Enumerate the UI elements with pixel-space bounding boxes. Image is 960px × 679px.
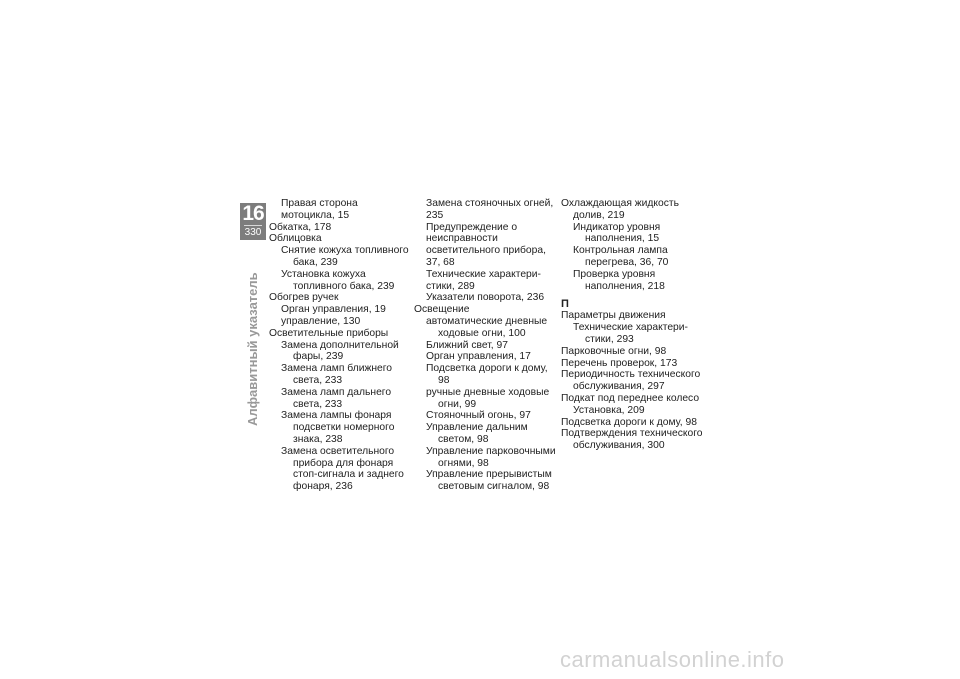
index-subentry: Замена дополнительной фары, 239 [281,339,399,363]
watermark: carmanualsonline.info [560,647,785,672]
index-list [561,198,703,292]
index-entry: Освещение [414,304,470,316]
side-title-wrap [240,248,266,428]
index-subentry: Указатели поворота, 236 [426,292,545,304]
index-subentry: Управление прерывистым световым сигналом, 98 [426,469,552,493]
index-subentry: Технические характеристики, 289 [426,268,541,292]
index-entry: Подсветка дороги к дому, 98 [561,416,697,428]
index-entry: Обкатка, 178 [269,221,332,233]
index-subentry: Ближний свет, 97 [426,339,508,351]
index-subentry: Индикатор уровня наполнения, 15 [573,221,661,245]
section-letter: П [561,298,569,311]
index-subentry: ручные дневные ходовые огни, 99 [426,386,550,410]
chapter-tab [240,203,266,240]
index-column-2 [414,198,556,493]
index-entry: Парковочные огни, 98 [561,345,667,357]
index-subentry: Установка кожуха топливного бака, 239 [281,268,395,292]
tab-divider [244,225,262,226]
index-entry: Подкат под переднее колесо [561,392,700,404]
index-subentry: Замена стояночных огней, 235 [426,198,554,221]
index-subentry: Замена лампы фонаря подсветки номерного знака, 238 [281,410,395,445]
index-continuation: Правая сторона мотоцикла, 15 [281,198,358,221]
index-subentry: Проверка уровня наполнения, 218 [573,268,665,292]
index-list [269,222,411,493]
index-list [414,304,556,493]
index-subentry: Установка, 209 [573,404,645,416]
index-subentry: Технические характеристики, 293 [573,322,688,345]
index-subentry: Орган управления, 19 [281,304,386,316]
index-subentry: Замена ламп ближнего света, 233 [281,363,393,386]
index-subentry: Замена осветительного прибора для фонаря стоп-сигнала и заднего фонаря, 236 [281,445,404,493]
index-list [561,310,703,452]
index-entry: Периодичность технического обслуживания, 297 [561,369,701,393]
index-subentry: долив, 219 [573,209,625,221]
index-entry: Охлаждающая жидкость [561,198,679,209]
index-continuation-list [414,198,556,304]
page-number: 330 [244,227,262,238]
index-subentry: управление, 130 [281,315,361,327]
index-subentry: Замена ламп дальнего света, 233 [281,386,392,410]
index-subentry: Управление парковочными огнями, 98 [426,445,556,469]
index-subentry: Снятие кожуха топливного бака, 239 [281,245,409,268]
index-subentry: Орган управления, 17 [426,351,531,363]
index-subentry: Стояночный огонь, 97 [426,410,531,422]
index-subentry: Подсветка дороги к дому, 98 [426,363,548,386]
index-entry: Подтверждения технического обслуживания, 300 [561,428,703,452]
index-entry: Параметры движения [561,310,666,322]
chapter-number: 16 [242,202,264,225]
index-entry: Облицовка [269,233,322,245]
index-entry: Перечень проверок, 173 [561,357,678,369]
index-entry: Осветительные приборы [269,327,389,339]
index-subentry: автоматические дневные ходовые огни, 100 [426,315,548,339]
index-column-1 [269,198,411,493]
index-column-3 [561,198,703,452]
index-subentry: Контрольная лампа перегрева, 36, 70 [573,245,669,268]
side-title: Алфавитный указатель [245,272,260,426]
index-entry: Обогрев ручек [269,292,339,304]
index-subentry: Управление дальним светом, 98 [426,422,528,445]
index-subentry: Предупреждение о неисправности осветительного прибора, 37, 68 [426,221,546,268]
